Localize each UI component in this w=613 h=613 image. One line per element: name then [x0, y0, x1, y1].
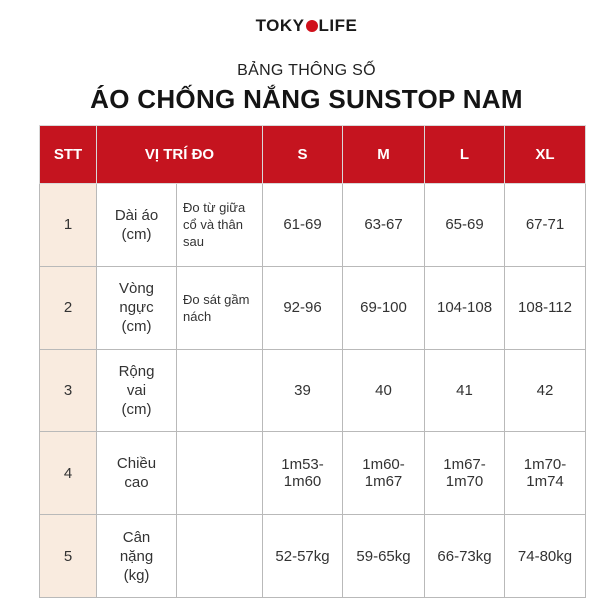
brand-logo-left: TOKY — [255, 16, 305, 35]
header-size-l: L — [425, 126, 505, 184]
cell-line: 65-69 — [445, 216, 484, 234]
value-size-l — [425, 184, 505, 267]
cell-line: 61-69 — [283, 216, 322, 234]
value-size-xl — [505, 515, 586, 598]
cell-line: (cm) — [121, 318, 152, 336]
cell-line: 63-67 — [364, 216, 403, 234]
brand-dot-icon — [306, 20, 318, 32]
cell-line: nách — [183, 308, 212, 324]
brand-logo-right: LIFE — [318, 16, 358, 35]
row-position — [97, 349, 177, 432]
cell-line: 1m67- — [443, 456, 486, 474]
cell-line: cao — [124, 474, 149, 492]
header-size-xl: XL — [505, 126, 586, 184]
cell-line: 1m67 — [364, 473, 403, 491]
value-size-m — [343, 184, 425, 267]
cell-line: 92-96 — [283, 299, 322, 317]
size-chart-table — [39, 125, 586, 598]
cell-line: 1m60 — [283, 473, 322, 491]
table-row — [40, 266, 586, 349]
cell-line: (cm) — [121, 225, 152, 243]
row-measure-note — [177, 184, 263, 267]
table-header-row — [40, 126, 586, 184]
header-size-m: M — [343, 126, 425, 184]
table-row — [40, 515, 586, 598]
row-measure-note — [177, 349, 263, 432]
value-size-l — [425, 266, 505, 349]
page-subtitle: BẢNG THÔNG SỐ — [237, 62, 376, 79]
cell-line: (kg) — [123, 566, 150, 584]
cell-line: 108-112 — [518, 299, 572, 317]
cell-line: sau — [183, 234, 204, 250]
cell-line: Dài áo — [114, 206, 159, 224]
cell-line: 104-108 — [436, 299, 493, 317]
value-size-xl — [505, 432, 586, 515]
cell-line: 1m60- — [362, 456, 405, 474]
cell-line: 66-73kg — [437, 547, 492, 565]
row-measure-note — [177, 515, 263, 598]
cell-line: Vòng — [118, 280, 155, 298]
cell-line: 67-71 — [525, 216, 565, 234]
cell-line: 1m70 — [445, 473, 484, 491]
header-position: VỊ TRÍ ĐO — [97, 126, 263, 184]
header-stt: STT — [40, 126, 97, 184]
value-size-l — [425, 515, 505, 598]
cell-line: 1m53- — [281, 456, 324, 474]
cell-line: (cm) — [121, 400, 152, 418]
cell-line: Cân — [122, 528, 151, 546]
value-size-xl — [505, 184, 586, 267]
row-position — [97, 184, 177, 267]
value-size-s — [263, 432, 343, 515]
value-size-s — [263, 184, 343, 267]
row-position — [97, 515, 177, 598]
cell-line: Rộng — [118, 362, 155, 380]
cell-line: cổ và thân — [183, 217, 243, 233]
cell-line: 59-65kg — [356, 547, 411, 565]
cell-line: nặng — [119, 547, 154, 565]
table-row — [40, 349, 586, 432]
cell-line: 41 — [456, 381, 473, 399]
cell-line: 42 — [536, 381, 554, 399]
row-position — [97, 266, 177, 349]
cell-line: 52-57kg — [275, 547, 330, 565]
cell-line: Đo từ giữa — [183, 200, 246, 216]
row-stt: 4 — [40, 432, 97, 515]
table-row — [40, 184, 586, 267]
brand-logo — [0, 16, 613, 36]
row-stt: 1 — [40, 184, 97, 267]
value-size-l — [425, 432, 505, 515]
page-title: ÁO CHỐNG NẮNG SUNSTOP NAM — [90, 84, 523, 114]
row-measure-note — [177, 432, 263, 515]
value-size-xl — [505, 349, 586, 432]
cell-line: 40 — [375, 381, 392, 399]
row-measure-note — [177, 266, 263, 349]
header-size-s: S — [263, 126, 343, 184]
value-size-s — [263, 349, 343, 432]
value-size-m — [343, 515, 425, 598]
cell-line: 69-100 — [360, 299, 407, 317]
cell-line: 39 — [294, 381, 311, 399]
row-position — [97, 432, 177, 515]
value-size-xl — [505, 266, 586, 349]
value-size-s — [263, 266, 343, 349]
cell-line: ngực — [119, 299, 154, 317]
cell-line: Đo sát gầm — [183, 291, 250, 307]
cell-line: 1m74 — [526, 473, 564, 491]
cell-line: Chiều — [116, 455, 157, 473]
row-stt: 3 — [40, 349, 97, 432]
value-size-m — [343, 349, 425, 432]
value-size-m — [343, 432, 425, 515]
row-stt: 2 — [40, 266, 97, 349]
value-size-l — [425, 349, 505, 432]
value-size-s — [263, 515, 343, 598]
value-size-m — [343, 266, 425, 349]
cell-line: vai — [126, 381, 147, 399]
cell-line: 74-80kg — [517, 547, 573, 565]
cell-line: 1m70- — [523, 456, 567, 474]
row-stt: 5 — [40, 515, 97, 598]
table-row — [40, 432, 586, 515]
